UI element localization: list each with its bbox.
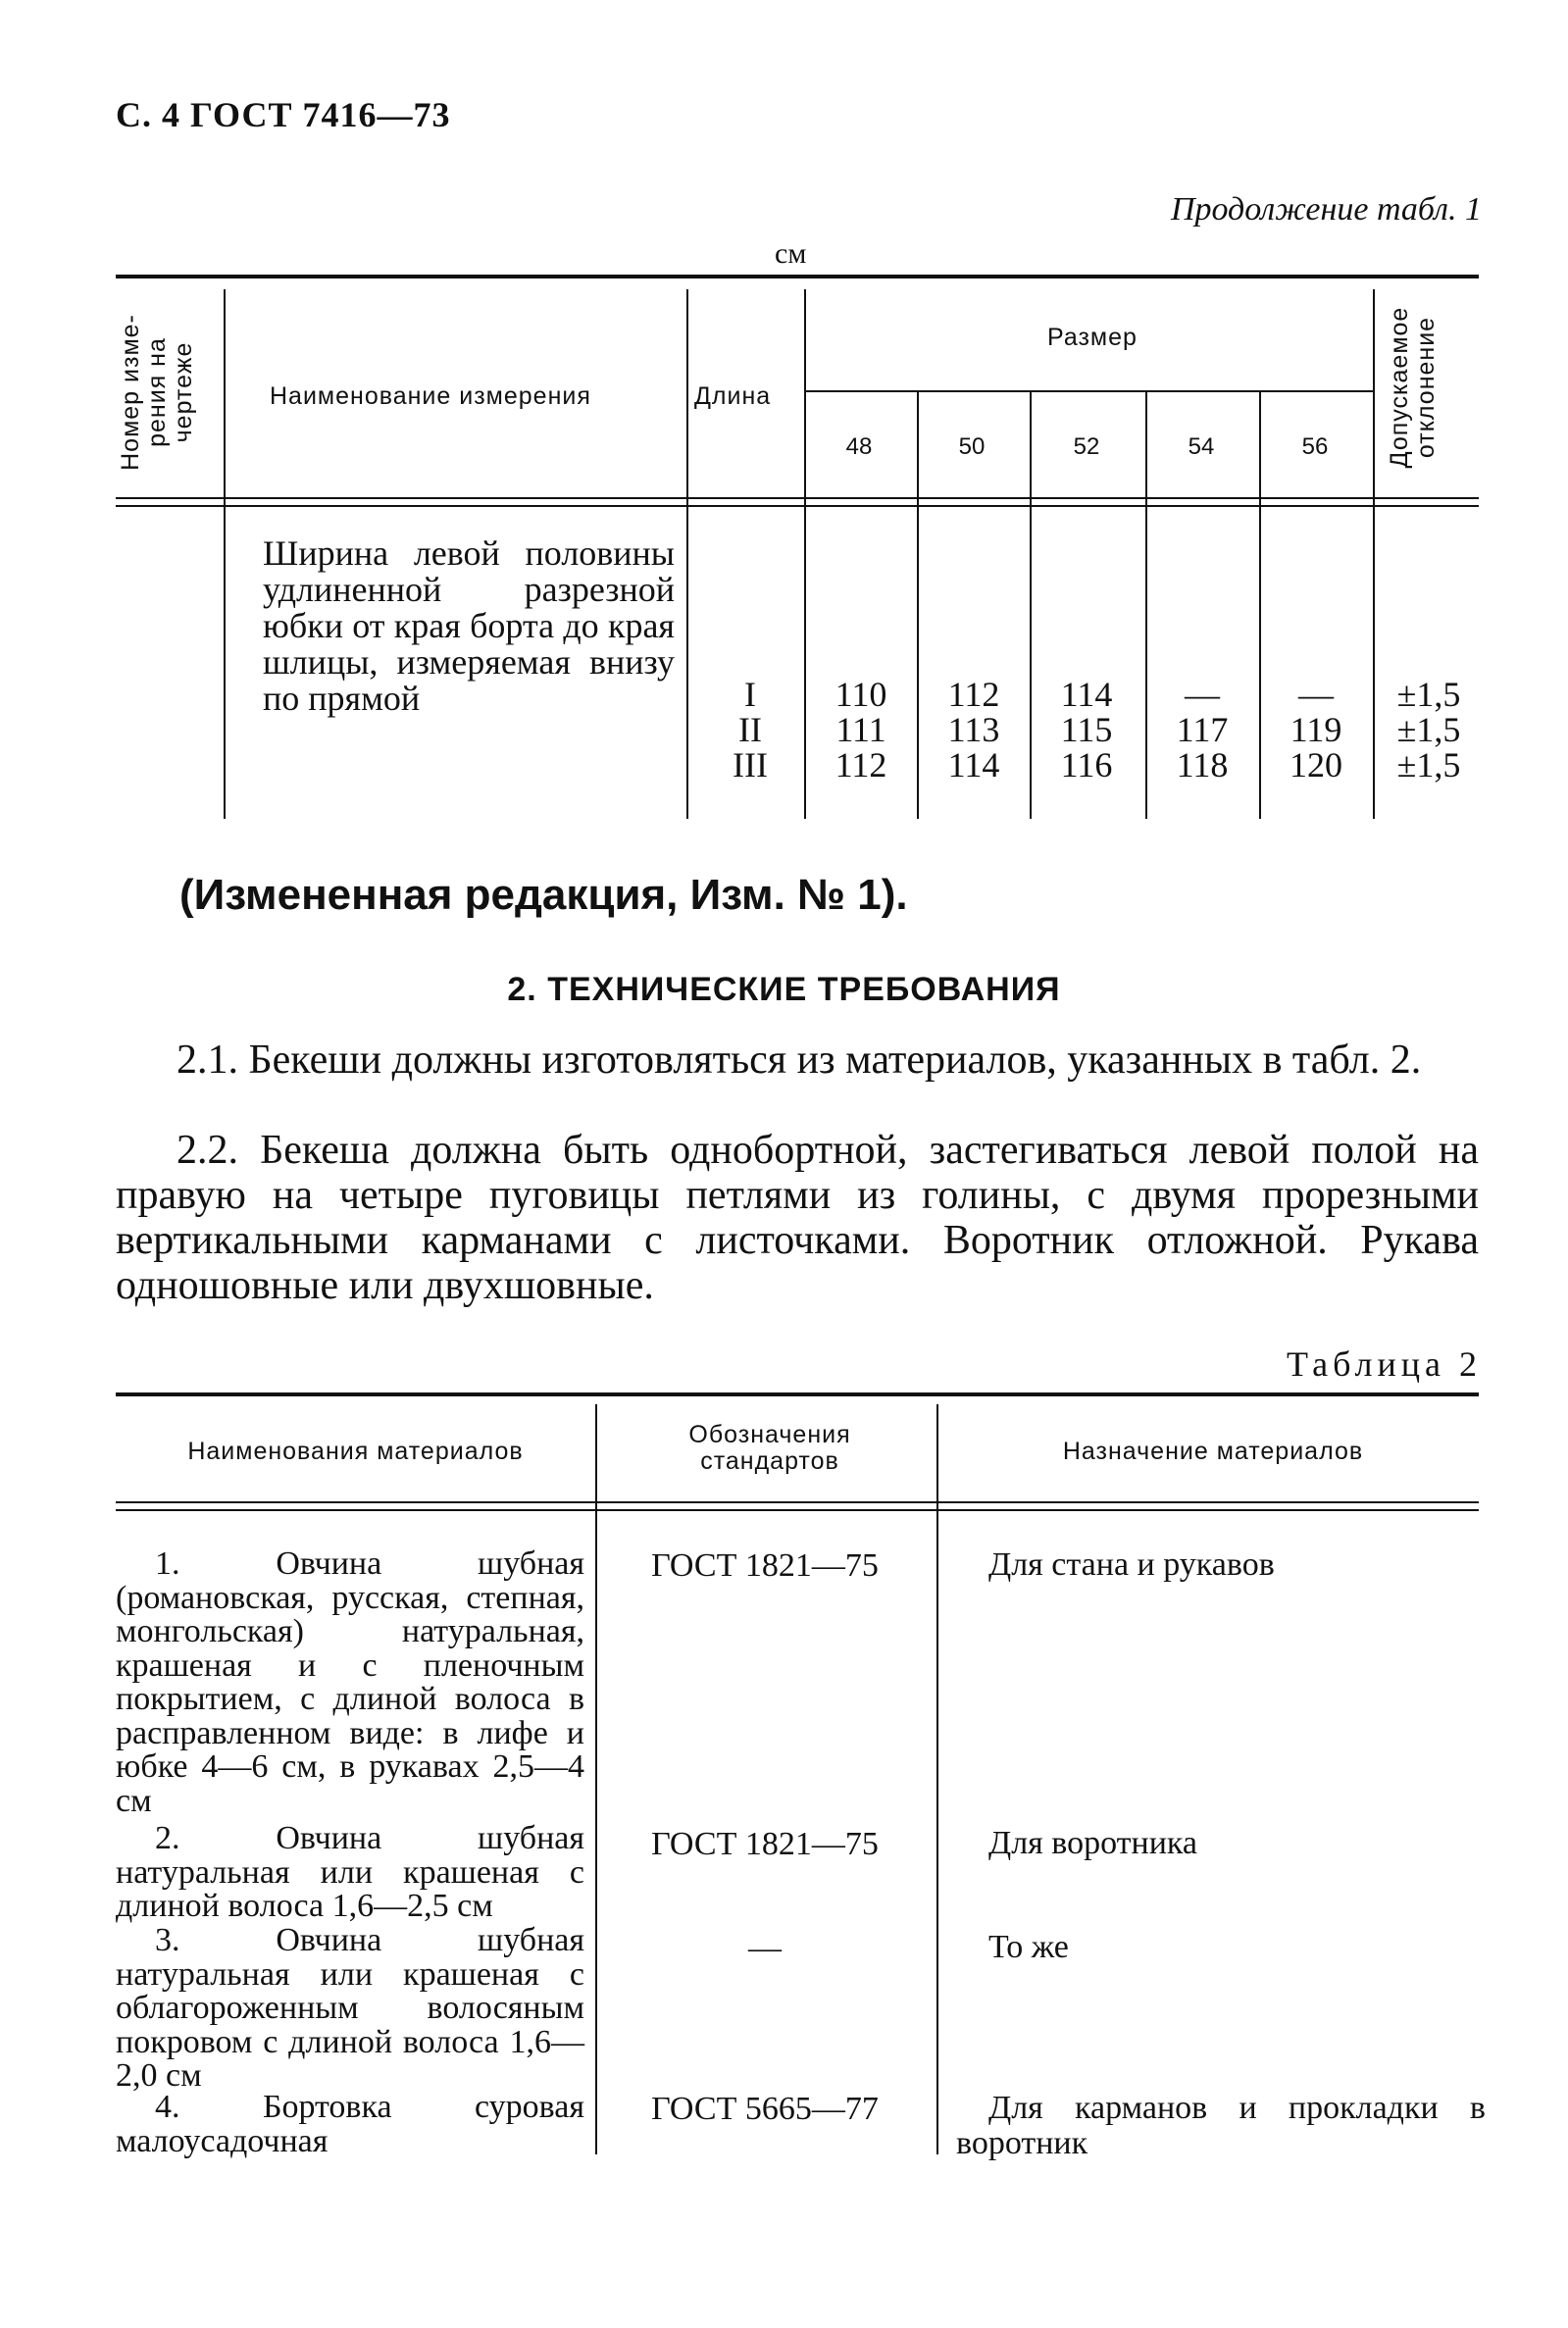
table-2-title: Таблица 2 [1287,1344,1482,1384]
material-row-1: 1. Овчина шубная (романовская, русская, степная, монгольская) натуральная, крашеная и с пленочным покрытием, с длиной волоса в расправленном виде: в лифе и юбке 4—6 см, в рукавах 2,5—4 см [116,1545,584,1819]
table-2-top-rule [116,1392,1479,1396]
header-measure-name: Наименование измерения [270,382,591,410]
standard-row-4: ГОСТ 5665—77 [651,2091,879,2127]
header-materials: Наименования материалов [187,1438,524,1465]
header-size-52: 52 [1073,433,1100,460]
standard-row-2: ГОСТ 1821—75 [651,1826,879,1862]
purpose-row-2: Для воротника [988,1825,1198,1861]
table-unit: см [775,237,807,270]
size-48-values: 110 111 112 [835,675,887,784]
header-size-48: 48 [845,433,873,460]
table-continuation-label: Продолжение табл. 1 [1170,191,1482,228]
size-header-rule [804,390,1373,392]
tolerance-values: ±1,5 ±1,5 ±1,5 [1396,675,1461,784]
col-divider [936,1404,938,2154]
header-tolerance: Допускаемое отклонение [1386,306,1440,469]
header-size-group: Размер [1047,324,1138,351]
col-divider [686,289,688,819]
header-measure-number: Номер изме-рения на чертеже [117,314,197,471]
header-rule-1 [116,497,1479,499]
header-purpose: Назначение материалов [1062,1438,1364,1465]
purpose-row-4: Для карманов и прокладки в воротник [956,2090,1486,2161]
header-size-54: 54 [1188,433,1215,460]
size-50-values: 112 113 114 [947,675,1000,784]
header-size-56: 56 [1301,433,1329,460]
header-length: Длина [694,382,772,410]
header-standards: Обозначения стандартов [688,1421,851,1475]
purpose-row-3: То же [988,1929,1069,1965]
table-1-top-rule [116,275,1479,278]
purpose-row-1: Для стана и рукавов [988,1546,1275,1583]
amendment-note: (Измененная редакция, Изм. № 1). [179,871,908,919]
page-header: С. 4 ГОСТ 7416—73 [116,95,451,134]
size-54-values: — 117 118 [1176,675,1229,784]
paragraph-2-2: 2.2. Бекеша должна быть однобортной, застегиваться левой полой на правую на четыре пуговицы петлями из голины, с двумя прорезными вертикальными карманами с листочками. Воротник отложной. Рукава одношовные или двухшовные. [116,1128,1479,1308]
material-row-4: 4. Бортовка суровая малоусадочная [116,2089,584,2159]
size-56-values: — 119 120 [1290,675,1342,784]
header-size-50: 50 [958,433,986,460]
material-row-3: 3. Овчина шубная натуральная или крашеная с облагороженным волосяным покровом с длиной волоса 1,6—2,0 см [116,1922,584,2094]
paragraph-2-1: 2.1. Бекеши должны изготовляться из материалов, указанных в табл. 2. [177,1037,1422,1083]
material-row-2: 2. Овчина шубная натуральная или крашеная с длиной волоса 1,6—2,5 см [116,1820,584,1924]
measurement-name: Ширина левой половины удлиненной разрезной юбки от края борта до края шлицы, измеряемая внизу по прямой [263,533,675,718]
col-divider [595,1404,597,2154]
table-2-header-rule-1 [116,1501,1479,1503]
size-52-values: 114 115 116 [1060,675,1113,784]
section-title: 2. ТЕХНИЧЕСКИЕ ТРЕБОВАНИЯ [507,971,1061,1008]
table-2-header-rule-2 [116,1509,1479,1511]
header-rule-2 [116,505,1479,507]
standard-row-1: ГОСТ 1821—75 [651,1547,879,1584]
length-values: I II III [733,675,768,784]
standard-row-3: — [748,1930,782,1966]
